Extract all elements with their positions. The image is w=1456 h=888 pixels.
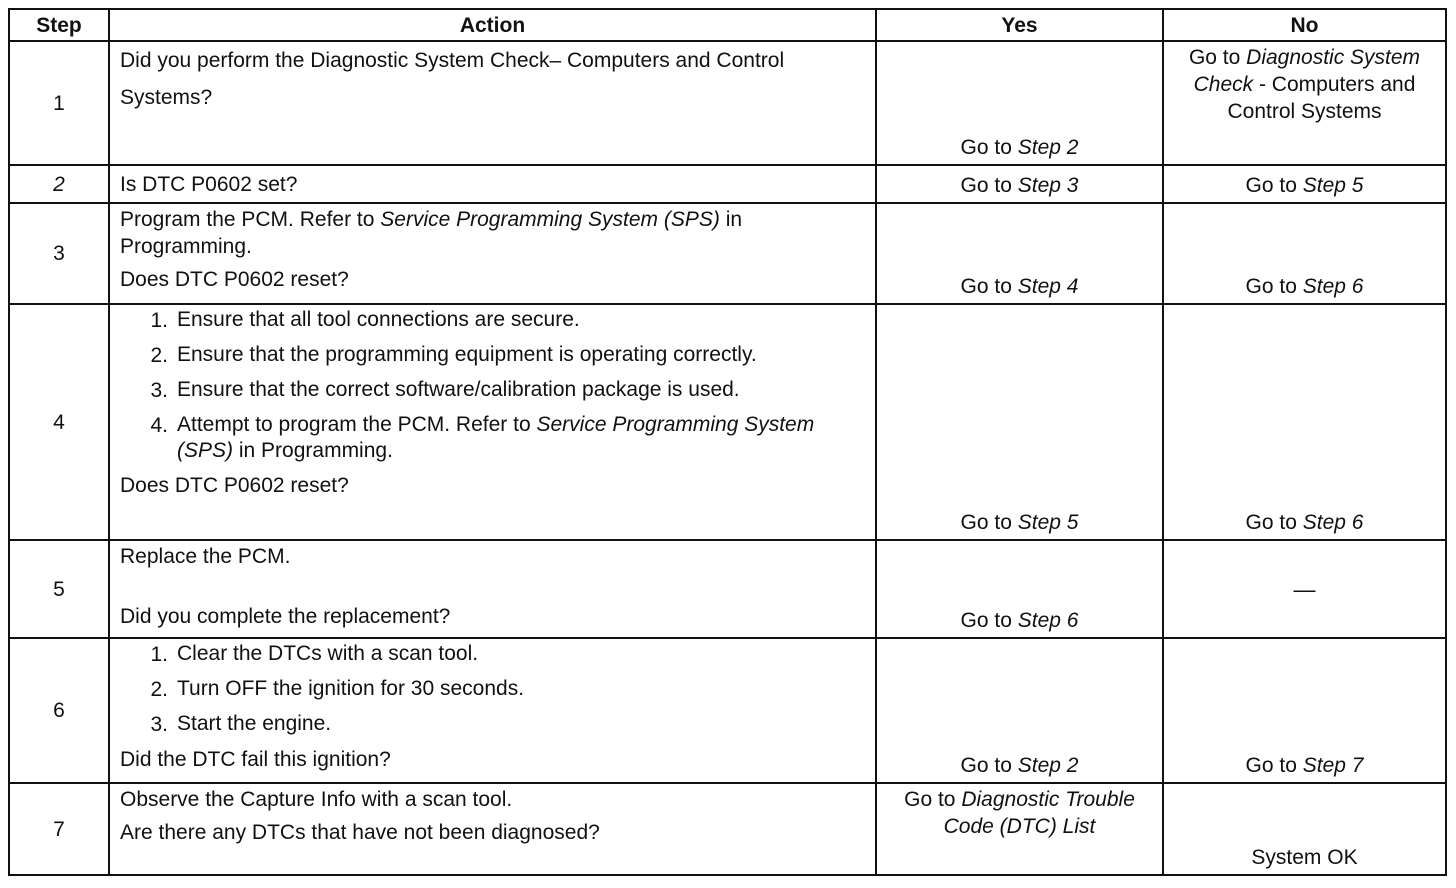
list-number: 2. bbox=[150, 678, 168, 701]
list-number: 2. bbox=[150, 344, 168, 367]
goto-prefix: Go to bbox=[960, 609, 1012, 632]
action-cell bbox=[109, 783, 876, 875]
goto-prefix: Go to bbox=[1245, 754, 1297, 777]
list-number: 4. bbox=[150, 414, 168, 437]
yes-cell[interactable] bbox=[876, 203, 1163, 304]
yes-cell[interactable] bbox=[876, 165, 1163, 203]
list-item bbox=[110, 342, 865, 369]
goto-prefix: Go to bbox=[1245, 275, 1297, 298]
no-cell[interactable] bbox=[1163, 165, 1446, 203]
list-text: Ensure that all tool connections are secure. bbox=[177, 308, 580, 331]
goto-link[interactable]: Step 3 bbox=[1017, 174, 1079, 197]
action-cell bbox=[109, 203, 876, 304]
step-number: 5 bbox=[9, 540, 109, 638]
action-cell bbox=[109, 638, 876, 783]
list-text: Clear the DTCs with a scan tool. bbox=[177, 642, 479, 665]
list-item bbox=[110, 676, 865, 703]
action-text: Did you perform the Diagnostic System Check– Computers and Control Systems? bbox=[120, 49, 785, 109]
list-text-post: in Programming. bbox=[238, 439, 393, 462]
yes-cell[interactable] bbox=[876, 638, 1163, 783]
table-row bbox=[9, 304, 1446, 540]
header-row bbox=[9, 9, 1446, 41]
action-question: Are there any DTCs that have not been diagnosed? bbox=[120, 821, 600, 844]
goto-link[interactable]: Diagnostic Trouble Code (DTC) List bbox=[943, 788, 1135, 838]
list-item bbox=[110, 711, 865, 738]
goto-prefix: Go to bbox=[960, 754, 1012, 777]
instruction-list bbox=[110, 307, 865, 464]
table-row bbox=[9, 41, 1446, 165]
table-row bbox=[9, 165, 1446, 203]
no-cell[interactable] bbox=[1163, 203, 1446, 304]
table-row bbox=[9, 203, 1446, 304]
table-row bbox=[9, 783, 1446, 875]
step-number: 2 bbox=[9, 165, 109, 203]
header-yes: Yes bbox=[876, 9, 1163, 41]
goto-link[interactable]: Step 4 bbox=[1017, 275, 1079, 298]
goto-prefix: Go to bbox=[960, 511, 1012, 534]
goto-prefix: Go to bbox=[960, 136, 1012, 159]
step-number: 4 bbox=[9, 304, 109, 540]
action-text: Replace the PCM. bbox=[120, 545, 291, 568]
reference-link[interactable]: Service Programming System (SPS) bbox=[177, 413, 815, 462]
action-text-pre: Program the PCM. Refer to bbox=[120, 208, 375, 231]
action-cell bbox=[109, 165, 876, 203]
header-no: No bbox=[1163, 9, 1446, 41]
goto-prefix: Go to bbox=[1245, 174, 1297, 197]
goto-link[interactable]: Step 2 bbox=[1017, 754, 1079, 777]
no-cell[interactable] bbox=[1163, 638, 1446, 783]
action-question: Did you complete the replacement? bbox=[120, 605, 451, 628]
yes-cell[interactable] bbox=[876, 304, 1163, 540]
list-text: Turn OFF the ignition for 30 seconds. bbox=[177, 677, 525, 700]
yes-cell[interactable] bbox=[876, 783, 1163, 875]
goto-suffix: - Computers and Control Systems bbox=[1227, 73, 1416, 123]
goto-prefix: Go to bbox=[960, 174, 1012, 197]
list-number: 1. bbox=[150, 309, 168, 332]
goto-link[interactable]: Step 6 bbox=[1302, 275, 1364, 298]
action-text bbox=[120, 206, 865, 260]
list-number: 1. bbox=[150, 643, 168, 666]
yes-cell[interactable] bbox=[876, 540, 1163, 638]
step-number: 3 bbox=[9, 203, 109, 304]
table-row bbox=[9, 638, 1446, 783]
reference-link[interactable]: Service Programming System (SPS) bbox=[380, 208, 720, 231]
action-cell bbox=[109, 41, 876, 165]
action-question: Does DTC P0602 reset? bbox=[120, 268, 349, 291]
goto-link[interactable]: Step 7 bbox=[1302, 754, 1364, 777]
goto-link[interactable]: Diagnostic System Check bbox=[1193, 46, 1421, 96]
list-item bbox=[110, 377, 865, 404]
list-item bbox=[110, 641, 865, 668]
goto-link[interactable]: Step 6 bbox=[1302, 511, 1364, 534]
no-cell[interactable] bbox=[1163, 41, 1446, 165]
list-text-pre: Attempt to program the PCM. Refer to bbox=[177, 413, 531, 436]
no-cell[interactable] bbox=[1163, 304, 1446, 540]
list-text: Ensure that the programming equipment is operating correctly. bbox=[177, 343, 757, 366]
goto-prefix: Go to bbox=[904, 788, 956, 811]
table-row bbox=[9, 540, 1446, 638]
action-question: Does DTC P0602 reset? bbox=[120, 474, 349, 497]
no-cell: — bbox=[1163, 540, 1446, 638]
list-text bbox=[177, 412, 865, 464]
action-text: Observe the Capture Info with a scan tool. bbox=[120, 788, 513, 811]
step-number: 7 bbox=[9, 783, 109, 875]
header-action: Action bbox=[109, 9, 876, 41]
list-number: 3. bbox=[150, 713, 168, 736]
goto-prefix: Go to bbox=[1245, 511, 1297, 534]
no-cell: System OK bbox=[1163, 783, 1446, 875]
goto-link[interactable]: Step 6 bbox=[1017, 609, 1079, 632]
spacer bbox=[120, 570, 865, 597]
list-text: Start the engine. bbox=[177, 712, 332, 735]
list-text: Ensure that the correct software/calibration package is used. bbox=[177, 378, 740, 401]
list-number: 3. bbox=[150, 379, 168, 402]
action-question: Is DTC P0602 set? bbox=[120, 172, 298, 196]
goto-prefix: Go to bbox=[960, 275, 1012, 298]
step-number: 1 bbox=[9, 41, 109, 165]
action-cell bbox=[109, 540, 876, 638]
action-question: Did the DTC fail this ignition? bbox=[120, 748, 391, 771]
goto-prefix: Go to bbox=[1188, 46, 1241, 69]
action-cell bbox=[109, 304, 876, 540]
step-number: 6 bbox=[9, 638, 109, 783]
yes-cell[interactable] bbox=[876, 41, 1163, 165]
diagnostic-table bbox=[8, 8, 1447, 876]
instruction-list bbox=[110, 641, 865, 738]
goto-link[interactable]: Step 2 bbox=[1017, 136, 1079, 159]
goto-link[interactable]: Step 5 bbox=[1017, 511, 1079, 534]
list-item bbox=[110, 307, 865, 334]
goto-link[interactable]: Step 5 bbox=[1302, 174, 1364, 197]
action-text-post: in Programming. bbox=[120, 208, 743, 258]
list-item bbox=[110, 412, 865, 464]
header-step: Step bbox=[9, 9, 109, 41]
